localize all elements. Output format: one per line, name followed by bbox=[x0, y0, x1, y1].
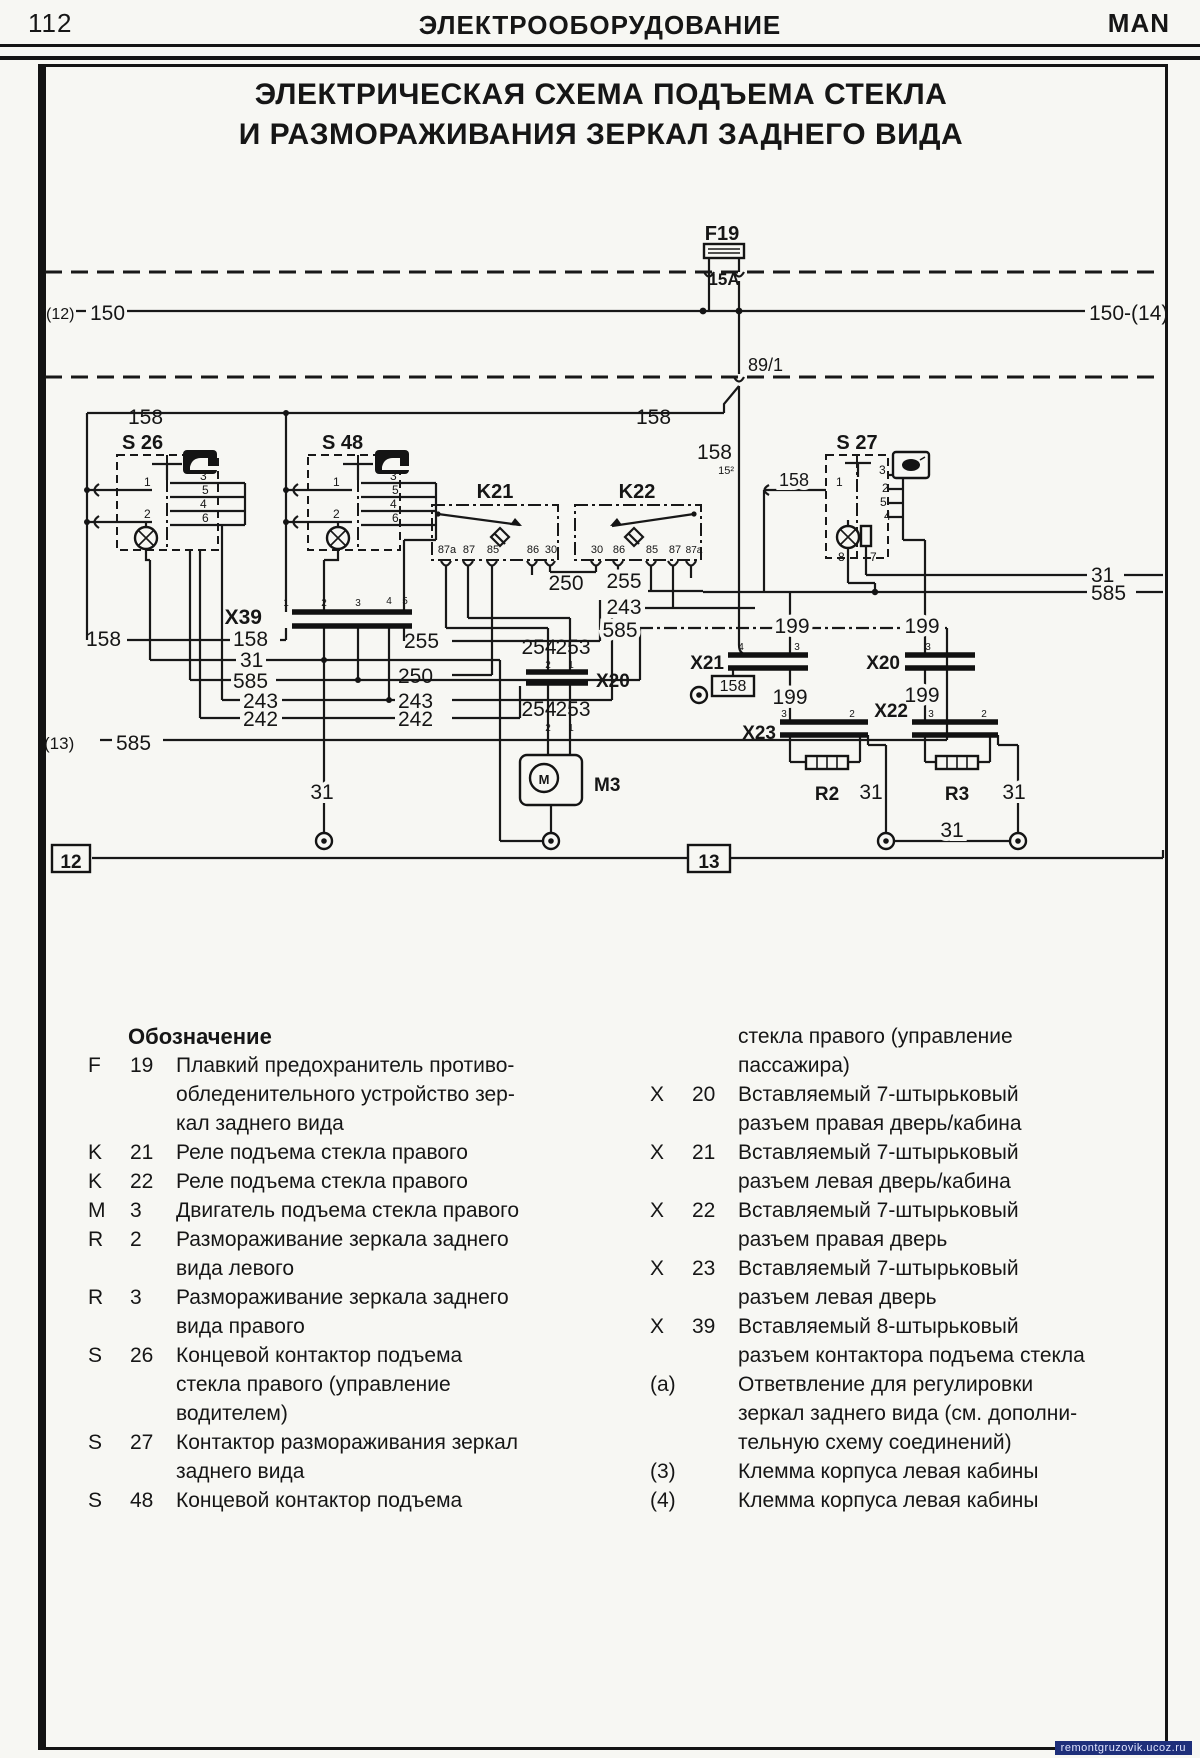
legend-entry bbox=[88, 1283, 648, 1341]
schematic-label: 158 bbox=[778, 470, 810, 490]
chapter-title: ЭЛЕКТРООБОРУДОВАНИЕ bbox=[418, 10, 782, 40]
schematic-label: 199 bbox=[904, 684, 940, 707]
legend-description: Концевой контактор подъема стекла правого (управление водителем) bbox=[176, 1344, 463, 1425]
schematic-label: 255 bbox=[606, 570, 642, 593]
schematic-label: 585 bbox=[233, 670, 269, 693]
legend-key-number: 39 bbox=[692, 1315, 716, 1338]
schematic-label: 87 bbox=[668, 544, 682, 556]
legend-description: Вставляемый 7-штырьковый разъем правая дверь bbox=[738, 1199, 1019, 1251]
legend-key-number: 21 bbox=[692, 1141, 716, 1164]
schematic-label: 2 bbox=[882, 481, 889, 495]
legend-description: Вставляемый 8-штырьковый разъем контактора подъема стекла bbox=[738, 1315, 1085, 1367]
schematic-label: S 48 bbox=[322, 432, 364, 454]
schematic-label: 87a bbox=[437, 544, 457, 556]
legend-description: Вставляемый 7-штырьковый разъем левая дверь bbox=[738, 1257, 1019, 1309]
legend-key-number: 26 bbox=[130, 1344, 154, 1367]
legend-entry bbox=[650, 1254, 1160, 1312]
legend-key-number bbox=[692, 1022, 738, 1080]
legend-heading: Обозначение bbox=[128, 1024, 272, 1049]
legend-entry bbox=[88, 1138, 648, 1167]
diagram-title-line1: ЭЛЕКТРИЧЕСКАЯ СХЕМА ПОДЪЕМА СТЕКЛА bbox=[254, 78, 948, 111]
legend-key-letter: R bbox=[88, 1286, 104, 1309]
schematic-label: 254 bbox=[521, 636, 557, 659]
resistor-r3-icon bbox=[936, 756, 978, 769]
legend-description: Реле подъема стекла правого bbox=[176, 1141, 468, 1164]
schematic-label: 30 bbox=[590, 544, 604, 556]
schematic-label: K21 bbox=[476, 481, 514, 503]
legend-description: Реле подъема стекла правого bbox=[176, 1170, 468, 1193]
legend-entry bbox=[650, 1080, 1160, 1138]
schematic-label: 8 bbox=[838, 550, 845, 564]
schematic-label: 158 bbox=[128, 406, 164, 429]
schematic-label: 585 bbox=[1091, 582, 1127, 605]
schematic-label: 12 bbox=[60, 852, 82, 873]
legend-key-letter: (4) bbox=[650, 1489, 676, 1512]
schematic-label: 242 bbox=[243, 708, 279, 731]
legend-entry bbox=[650, 1370, 1160, 1457]
schematic-label: S 26 bbox=[122, 432, 164, 454]
schematic-label: X20 bbox=[596, 671, 630, 692]
legend-entry bbox=[88, 1225, 648, 1283]
schematic-label: 31 bbox=[940, 819, 964, 842]
cab-icon bbox=[183, 450, 409, 474]
legend-left-column bbox=[88, 1022, 648, 1515]
schematic-label: 2 bbox=[849, 709, 855, 720]
schematic-label: X20 bbox=[866, 653, 900, 674]
legend-description: Вставляемый 7-штырьковый разъем правая дверь/кабина bbox=[738, 1083, 1022, 1135]
schematic-label: 158 bbox=[636, 406, 672, 429]
schematic-label: 243 bbox=[398, 690, 434, 713]
schematic-label: 7 bbox=[870, 550, 877, 564]
mirror-icon bbox=[893, 452, 929, 478]
legend-entry bbox=[650, 1486, 1160, 1515]
legend-key-letter: S bbox=[88, 1344, 103, 1367]
legend-entry bbox=[88, 1051, 648, 1138]
legend-key-letter: X bbox=[650, 1257, 665, 1280]
schematic-label: R3 bbox=[944, 784, 970, 805]
legend-right-column bbox=[650, 1022, 1160, 1515]
schematic-label: 2 bbox=[545, 723, 551, 734]
legend-description: Двигатель подъема стекла правого bbox=[176, 1199, 520, 1222]
legend-description: Ответвление для регулировки зеркал заднего вида (см. дополни- тельную схему соединений) bbox=[738, 1373, 1078, 1454]
legend-key-number bbox=[692, 1457, 738, 1486]
ground-icon bbox=[691, 687, 707, 703]
legend-key-number: 22 bbox=[692, 1199, 716, 1222]
legend-entry bbox=[88, 1167, 648, 1196]
resistor-r2-icon bbox=[806, 756, 848, 769]
schematic-label: (13) bbox=[44, 734, 75, 753]
legend-entry bbox=[650, 1138, 1160, 1196]
brand-name: MAN bbox=[1107, 8, 1170, 38]
schematic-label: 86 bbox=[612, 544, 626, 556]
legend-key-letter: S bbox=[88, 1431, 103, 1454]
schematic-label: 243 bbox=[243, 690, 279, 713]
schematic-label: 250 bbox=[398, 665, 434, 688]
schematic-label: 5 bbox=[392, 483, 399, 497]
legend-key-letter: X bbox=[650, 1315, 665, 1338]
schematic-label: 3 bbox=[925, 642, 931, 653]
schematic-label: X39 bbox=[224, 606, 262, 629]
legend-entry bbox=[88, 1428, 648, 1486]
schematic-label: 13 bbox=[698, 852, 720, 873]
schematic-label: 5 bbox=[202, 483, 209, 497]
schematic-label: 3 bbox=[781, 709, 787, 720]
schematic-label: M bbox=[538, 772, 550, 787]
schematic-label: 3 bbox=[200, 469, 207, 483]
schematic-label: 5 bbox=[880, 495, 887, 509]
legend-key-number: 3 bbox=[130, 1286, 142, 1309]
legend-description: Плавкий предохранитель противо- обледенительного устройство зер- кал заднего вида bbox=[176, 1054, 515, 1135]
schematic-label: 1 bbox=[144, 475, 151, 489]
legend-key-letter bbox=[650, 1022, 692, 1080]
legend-key-letter: F bbox=[88, 1054, 101, 1077]
schematic-label: 243 bbox=[606, 596, 642, 619]
wires bbox=[76, 258, 1163, 858]
schematic-label: 158 bbox=[696, 441, 732, 464]
legend-key-number: 23 bbox=[692, 1257, 716, 1280]
cab-boundary-line bbox=[45, 272, 1163, 377]
legend-key-letter: X bbox=[650, 1083, 665, 1106]
schematic-label: 199 bbox=[904, 615, 940, 638]
schematic-label: 1 bbox=[568, 723, 574, 734]
schematic-label: 5 bbox=[402, 596, 408, 607]
legend-description: Концевой контактор подъема bbox=[176, 1489, 463, 1512]
legend-key-letter: R bbox=[88, 1228, 104, 1251]
schematic-label: 158 bbox=[86, 628, 122, 651]
fuse-f19-icon bbox=[704, 244, 744, 258]
schematic-label: 2 bbox=[333, 507, 340, 521]
schematic-label: 585 bbox=[602, 619, 638, 642]
schematic-label: 15² bbox=[718, 465, 734, 477]
schematic-label: 89/1 bbox=[748, 355, 784, 375]
schematic-label: 4 bbox=[738, 642, 744, 653]
schematic-label: 87 bbox=[462, 544, 476, 556]
schematic-label: 158 bbox=[719, 678, 747, 695]
schematic-label: (12) bbox=[46, 306, 75, 323]
legend-key-letter: S bbox=[88, 1489, 103, 1512]
legend-key-letter: X bbox=[650, 1141, 665, 1164]
ground-icon bbox=[1010, 833, 1026, 849]
schematic-label: 199 bbox=[772, 686, 808, 709]
schematic-label: X21 bbox=[690, 653, 724, 674]
schematic-label: 31 bbox=[240, 649, 264, 672]
legend-key-letter: X bbox=[650, 1199, 665, 1222]
schematic-label: M3 bbox=[594, 775, 621, 796]
schematic-label: 150 bbox=[90, 302, 126, 325]
legend-key-letter: K bbox=[88, 1170, 103, 1193]
schematic-label: 4 bbox=[200, 497, 207, 511]
legend-entry bbox=[650, 1312, 1160, 1370]
schematic-label: 31 bbox=[859, 781, 883, 804]
schematic-label: 1 bbox=[836, 475, 843, 489]
schematic-label: 1 bbox=[568, 660, 574, 671]
schematic-label: 242 bbox=[398, 708, 434, 731]
legend-description: Клемма корпуса левая кабины bbox=[738, 1489, 1039, 1512]
schematic-label: S 27 bbox=[836, 432, 878, 454]
schematic-label: K22 bbox=[618, 481, 656, 503]
legend-key-number: 20 bbox=[692, 1083, 716, 1106]
schematic-label: 150-(14) bbox=[1089, 302, 1169, 325]
legend-entry bbox=[88, 1341, 648, 1428]
schematic-label: 3 bbox=[355, 598, 361, 609]
schematic-label: 4 bbox=[390, 497, 397, 511]
schematic-label: 2 bbox=[321, 598, 327, 609]
legend-entry bbox=[650, 1457, 1160, 1486]
schematic-label: X22 bbox=[874, 701, 908, 722]
legend-key-number: 21 bbox=[130, 1141, 154, 1164]
legend-entry bbox=[88, 1196, 648, 1225]
schematic-label: 85 bbox=[486, 544, 500, 556]
legend-description: Контактор размораживания зеркал заднего вида bbox=[176, 1431, 519, 1483]
schematic-label: 30 bbox=[544, 544, 558, 556]
ground-icon bbox=[878, 833, 894, 849]
schematic-label: 253 bbox=[555, 698, 591, 721]
legend-key-number: 27 bbox=[130, 1431, 154, 1454]
legend-key-letter: K bbox=[88, 1141, 103, 1164]
watermark: remontgruzovik.ucoz.ru bbox=[1055, 1741, 1192, 1755]
schematic-label: 6 bbox=[392, 511, 399, 525]
legend-key-number: 2 bbox=[130, 1228, 142, 1251]
schematic-label: 15A bbox=[708, 270, 740, 289]
legend-description: Размораживание зеркала заднего вида левого bbox=[176, 1228, 509, 1280]
legend-key-letter: (3) bbox=[650, 1460, 676, 1483]
legend-key-number: 48 bbox=[130, 1489, 154, 1512]
schematic-label: X23 bbox=[742, 723, 776, 744]
schematic-label: 2 bbox=[981, 709, 987, 720]
legend-key-number bbox=[692, 1486, 738, 1515]
legend-description: Вставляемый 7-штырьковый разъем левая дверь/кабина bbox=[738, 1141, 1019, 1193]
schematic-label: 85 bbox=[645, 544, 659, 556]
schematic-label: 3 bbox=[390, 469, 397, 483]
schematic-label: 2 bbox=[144, 507, 151, 521]
schematic-label: 158 bbox=[233, 628, 269, 651]
schematic-label: 585 bbox=[116, 732, 152, 755]
schematic-label: 2 bbox=[545, 660, 551, 671]
motor-m3-icon bbox=[520, 755, 582, 805]
page-number: 112 bbox=[28, 8, 73, 38]
legend-entry bbox=[650, 1196, 1160, 1254]
schematic-label: 3 bbox=[794, 642, 800, 653]
legend-key-number: 3 bbox=[130, 1199, 142, 1222]
schematic-label: 250 bbox=[548, 572, 584, 595]
schematic-label: 86 bbox=[526, 544, 540, 556]
ground-icon bbox=[316, 833, 332, 849]
legend-entry bbox=[650, 1022, 1160, 1080]
schematic-label: 6 bbox=[202, 511, 209, 525]
legend-key-number: 19 bbox=[130, 1054, 154, 1077]
schematic-label: 254 bbox=[521, 698, 557, 721]
legend-description: Клемма корпуса левая кабины bbox=[738, 1460, 1039, 1483]
legend-entry bbox=[88, 1486, 648, 1515]
schematic-label: 1 bbox=[333, 475, 340, 489]
legend-description: стекла правого (управление пассажира) bbox=[738, 1025, 1013, 1077]
diagram-title-line2: И РАЗМОРАЖИВАНИЯ ЗЕРКАЛ ЗАДНЕГО ВИДА bbox=[238, 118, 964, 151]
schematic-label: 1 bbox=[283, 598, 289, 609]
schematic-label: 87a bbox=[685, 545, 703, 556]
schematic-label: R2 bbox=[814, 784, 840, 805]
schematic-label: 199 bbox=[774, 615, 810, 638]
legend-key-letter: (a) bbox=[650, 1373, 676, 1396]
schematic-label: 3 bbox=[928, 709, 934, 720]
schematic-label: 4 bbox=[386, 596, 392, 607]
legend-key-number: 22 bbox=[130, 1170, 154, 1193]
schematic-label: F19 bbox=[704, 223, 740, 245]
legend-key-letter: M bbox=[88, 1199, 106, 1222]
schematic-label: 31 bbox=[310, 781, 334, 804]
schematic-labels bbox=[44, 223, 1168, 873]
legend-description: Размораживание зеркала заднего вида правого bbox=[176, 1286, 509, 1338]
schematic-label: 255 bbox=[404, 630, 440, 653]
schematic-label: 4 bbox=[884, 509, 891, 523]
legend-key-number bbox=[692, 1370, 738, 1457]
schematic-label: 3 bbox=[879, 463, 886, 477]
schematic-label: 253 bbox=[555, 636, 591, 659]
schematic-label: 31 bbox=[1002, 781, 1026, 804]
schematic-label: 31 bbox=[1091, 564, 1115, 587]
ground-icon bbox=[543, 833, 559, 849]
